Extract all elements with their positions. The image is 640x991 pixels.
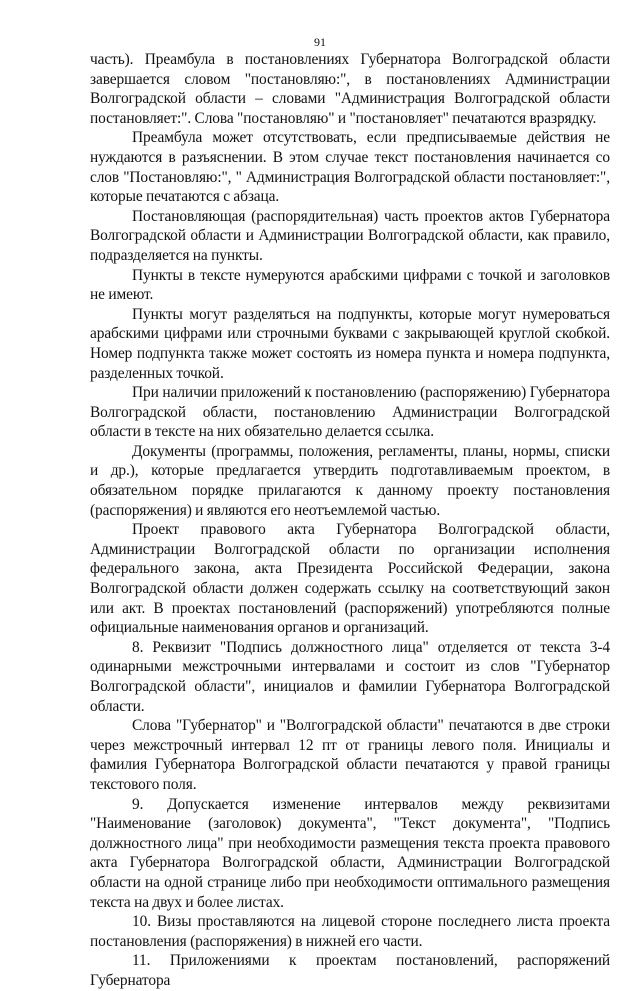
paragraph-item-numbering: Пункты в тексте нумеруются арабскими цифрами с точкой и заголовков не имеют. — [90, 266, 610, 304]
paragraph-legal-reference: Проект правового акта Губернатора Волгоградской области, Администрации Волгоградской области по организации исполнения федерального закона, акта Президента Российской Федерации, закона Волгоградской области должен содержать ссылку на соответствующий закон или акт. В проектах постановлений (распоряжений) употребляются полные официальные наименования органов и организаций. — [90, 521, 610, 637]
paragraph-item-10-visas: 10. Визы проставляются на лицевой стороне последнего листа проекта постановления (распоряжения) в нижней его части. — [90, 913, 610, 950]
paragraph-preamble-optional: Преамбула может отсутствовать, если предписываемые действия не нуждаются в разъяснении. В этом случае текст постановления начинается со слов "Постановляю:", " Администрация Волгоградской области постановляет:", которые печатаются с абзаца. — [90, 129, 610, 206]
page-number: 91 — [314, 35, 326, 49]
paragraph-attached-documents: Документы (программы, положения, регламенты, планы, нормы, списки и др.), которые предлагается утвердить подготавливаемым проектом, в обязательном порядке прилагаются к данному проекту постановления (распоряжения) и являются его неотъемлемой частью. — [90, 442, 610, 519]
paragraph-attachments-reference: При наличии приложений к постановлению (распоряжению) Губернатора Волгоградской области, постановлению Администрации Волгоградской области в тексте на них обязательно делается ссылка. — [90, 384, 610, 441]
paragraph-item-8-signature: 8. Реквизит "Подпись должностного лица" отделяется от текста 3-4 одинарными межстрочными интервалами и состоит из слов "Губернатор Волгоградской области", инициалов и фамилии Губернатора Волгоградской области. — [90, 638, 610, 715]
paragraph-operative-part: Постановляющая (распорядительная) часть проектов актов Губернатора Волгоградской области и Администрации Волгоградской области, как правило, подразделяется на пункты. — [90, 207, 610, 264]
paragraph-preamble-continuation: часть). Преамбула в постановлениях Губернатора Волгоградской области завершается словом "постановляю:", в постановлениях Администрации Волгоградской области – словами "Администрация Волгоградской области постановляет:". Слова "постановляю" и "постановляет" печатаются вразрядку. — [90, 51, 610, 127]
paragraph-subitems: Пункты могут разделяться на подпункты, которые могут нумероваться арабскими цифрами или строчными буквами с закрывающей круглой скобкой. Номер подпункта также может состоять из номера пункта и номера подпункта, разделенных точкой. — [90, 305, 610, 382]
paragraph-signature-layout: Слова "Губернатор" и "Волгоградской области" печатаются в две строки через межстрочный интервал 12 пт от границы левого поля. Инициалы и фамилия Губернатора Волгоградской области печатаются у правой границы текстового поля. — [90, 717, 610, 793]
paragraph-item-11-appendices: 11. Приложениями к проектам постановлений, распоряжений Губернатора — [90, 952, 610, 989]
paragraph-item-9-intervals: 9. Допускается изменение интервалов между реквизитами "Наименование (заголовок) документа", "Текст документа", "Подпись должностного лица" при необходимости размещения текста проекта правового акта Губернатора Волгоградской области, Администрации Волгоградской области на одной странице либо при необходимости оптимального размещения текста на двух и более листах. — [90, 795, 610, 911]
document-body — [90, 50, 610, 991]
